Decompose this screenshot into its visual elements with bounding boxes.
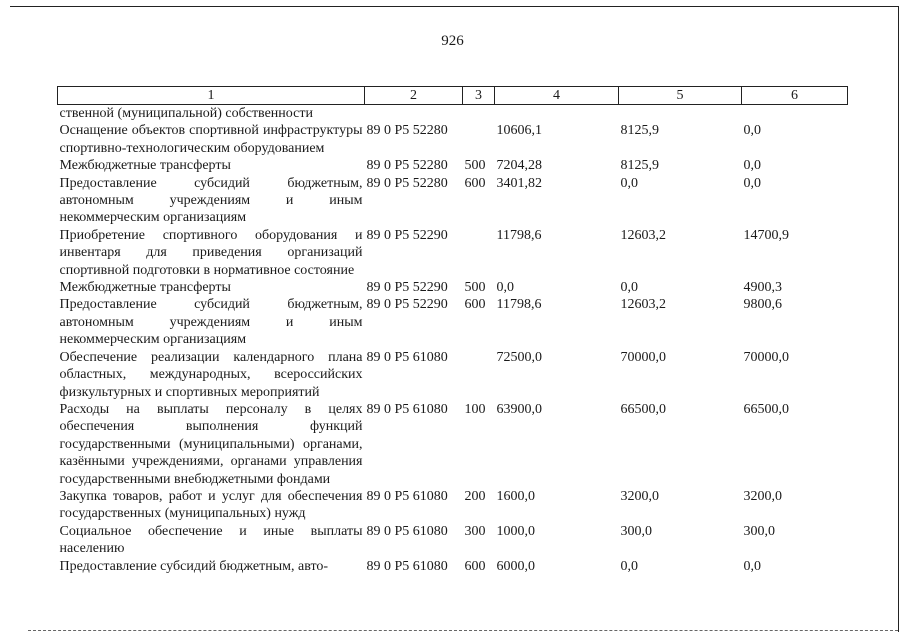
cell-v2021: 3200,0: [743, 488, 782, 504]
cell-v2020: 12603,2: [620, 297, 666, 313]
header-cell: 5: [619, 87, 742, 105]
cell-v2019: 1000,0: [496, 523, 535, 539]
cell-v2020: 3200,0: [620, 488, 659, 504]
cell-kind: 500: [464, 158, 486, 174]
cell-name: Обеспечение реализации календарного плана областных, международных, всероссийских физкультурных и спортивных мероприятий: [59, 349, 363, 400]
header-cell: 2: [365, 87, 463, 105]
cell-v2019: 11798,6: [496, 227, 542, 243]
cell-v2020: 70000,0: [620, 349, 666, 365]
cell-name: Межбюджетные трансферты: [59, 280, 231, 296]
cell-v2020: 12603,2: [620, 227, 666, 243]
cell-v2019: 1600,0: [496, 488, 535, 504]
cell-v2019: 11798,6: [496, 297, 542, 313]
cell-name: ственной (муниципальной) собственности: [59, 106, 313, 121]
cell-v2020: 0,0: [620, 280, 638, 296]
cell-v2019: 7204,28: [496, 158, 542, 174]
cell-kind: 600: [464, 175, 486, 191]
cell-code: [365, 105, 463, 123]
cell-v2020: 8125,9: [620, 123, 659, 139]
cell-v2021: 0,0: [743, 558, 761, 574]
cell-code: 89 0 P5 52280: [366, 123, 448, 139]
header-row: [58, 87, 848, 105]
cell-v2021: 70000,0: [743, 349, 789, 365]
cell-v2020: 0,0: [620, 175, 638, 191]
cell-v2019: 0,0: [496, 280, 514, 296]
table-row: [58, 558, 848, 575]
cell-v2020: 300,0: [620, 523, 652, 539]
cell-kind: 500: [464, 280, 486, 296]
page-frame-top: [10, 6, 898, 7]
cell-code: 89 0 P5 61080: [366, 401, 448, 417]
cell-code: 89 0 P5 61080: [366, 523, 448, 539]
cell-kind: [463, 105, 495, 123]
cell-name: Социальное обеспечение и иные выплаты населению: [59, 523, 363, 557]
table-row: [58, 105, 848, 123]
cell-v2021: 14700,9: [743, 227, 789, 243]
table-row: [58, 227, 848, 279]
cell-name: Предоставление субсидий бюджетным, автономным учреждениям и иным некоммерческим организациям: [59, 175, 363, 226]
table-row: [58, 157, 848, 174]
cell-v2021: 0,0: [743, 123, 761, 139]
cell-v2019: 10606,1: [496, 123, 542, 139]
cell-v2020: 8125,9: [620, 158, 659, 174]
page-frame-right: [898, 6, 899, 632]
cell-v2021: 4900,3: [743, 280, 782, 296]
cell-v2021: 300,0: [743, 523, 775, 539]
cell-kind: 600: [464, 297, 486, 313]
table-row: [58, 279, 848, 296]
cell-name: Расходы на выплаты персоналу в целях обеспечения выполнения функций государственными (муниципальными) органами, казёнными учреждениями, органами управления государственными внебюджетными фондами: [59, 401, 363, 487]
table-row: [58, 296, 848, 348]
cell-v2019: 63900,0: [496, 401, 542, 417]
cell-kind: 600: [464, 558, 486, 574]
cell-name: Закупка товаров, работ и услуг для обеспечения государственных (муниципальных) нужд: [59, 488, 363, 522]
cell-code: 89 0 P5 52280: [366, 175, 448, 191]
cell-kind: 300: [464, 523, 486, 539]
cell-name: Приобретение спортивного оборудования и инвентаря для приведения организаций спортивной подготовки в нормативное состояние: [59, 227, 363, 278]
page-number: 926: [441, 33, 464, 49]
header-cell: 3: [463, 87, 495, 105]
table-row: [58, 488, 848, 523]
cell-code: 89 0 P5 52290: [366, 227, 448, 243]
cell-v2019: 3401,82: [496, 175, 542, 191]
cell-v2021: 0,0: [743, 175, 761, 191]
cell-v2021: 66500,0: [743, 401, 789, 417]
table-row: [58, 122, 848, 157]
cell-name: Предоставление субсидий бюджетным, автономным учреждениям и иным некоммерческим организациям: [59, 297, 363, 348]
table-row: [58, 175, 848, 227]
cell-kind: 100: [464, 401, 486, 417]
header-cell: 6: [742, 87, 848, 105]
cell-v2019: 6000,0: [496, 558, 535, 574]
cell-code: 89 0 P5 52290: [366, 280, 448, 296]
cell-v2021: 0,0: [743, 158, 761, 174]
cell-kind: [463, 349, 495, 401]
cell-v2019: [495, 105, 619, 123]
cell-v2021: [742, 105, 848, 123]
cell-v2019: 72500,0: [496, 349, 542, 365]
cell-v2020: 0,0: [620, 558, 638, 574]
page-frame-bottom: [28, 630, 898, 631]
cell-code: 89 0 P5 61080: [366, 488, 448, 504]
cell-kind: 200: [464, 488, 486, 504]
cell-name: Предоставление субсидий бюджетным, авто-: [59, 558, 329, 574]
table-row: [58, 401, 848, 488]
cell-code: 89 0 P5 61080: [366, 349, 448, 365]
cell-code: 89 0 P5 61080: [366, 558, 448, 574]
cell-code: 89 0 P5 52290: [366, 297, 448, 313]
cell-v2021: 9800,6: [743, 297, 782, 313]
cell-v2020: 66500,0: [620, 401, 666, 417]
cell-code: 89 0 P5 52280: [366, 158, 448, 174]
cell-kind: [463, 227, 495, 279]
header-cell: 4: [495, 87, 619, 105]
cell-name: Межбюджетные трансферты: [59, 158, 231, 174]
cell-name: Оснащение объектов спортивной инфраструктуры спортивно-технологическим оборудованием: [59, 123, 363, 156]
cell-kind: [463, 122, 495, 157]
table-row: [58, 349, 848, 401]
table-row: [58, 523, 848, 558]
cell-v2020: [619, 105, 742, 123]
budget-table: [57, 86, 848, 575]
header-cell: 1: [58, 87, 365, 105]
